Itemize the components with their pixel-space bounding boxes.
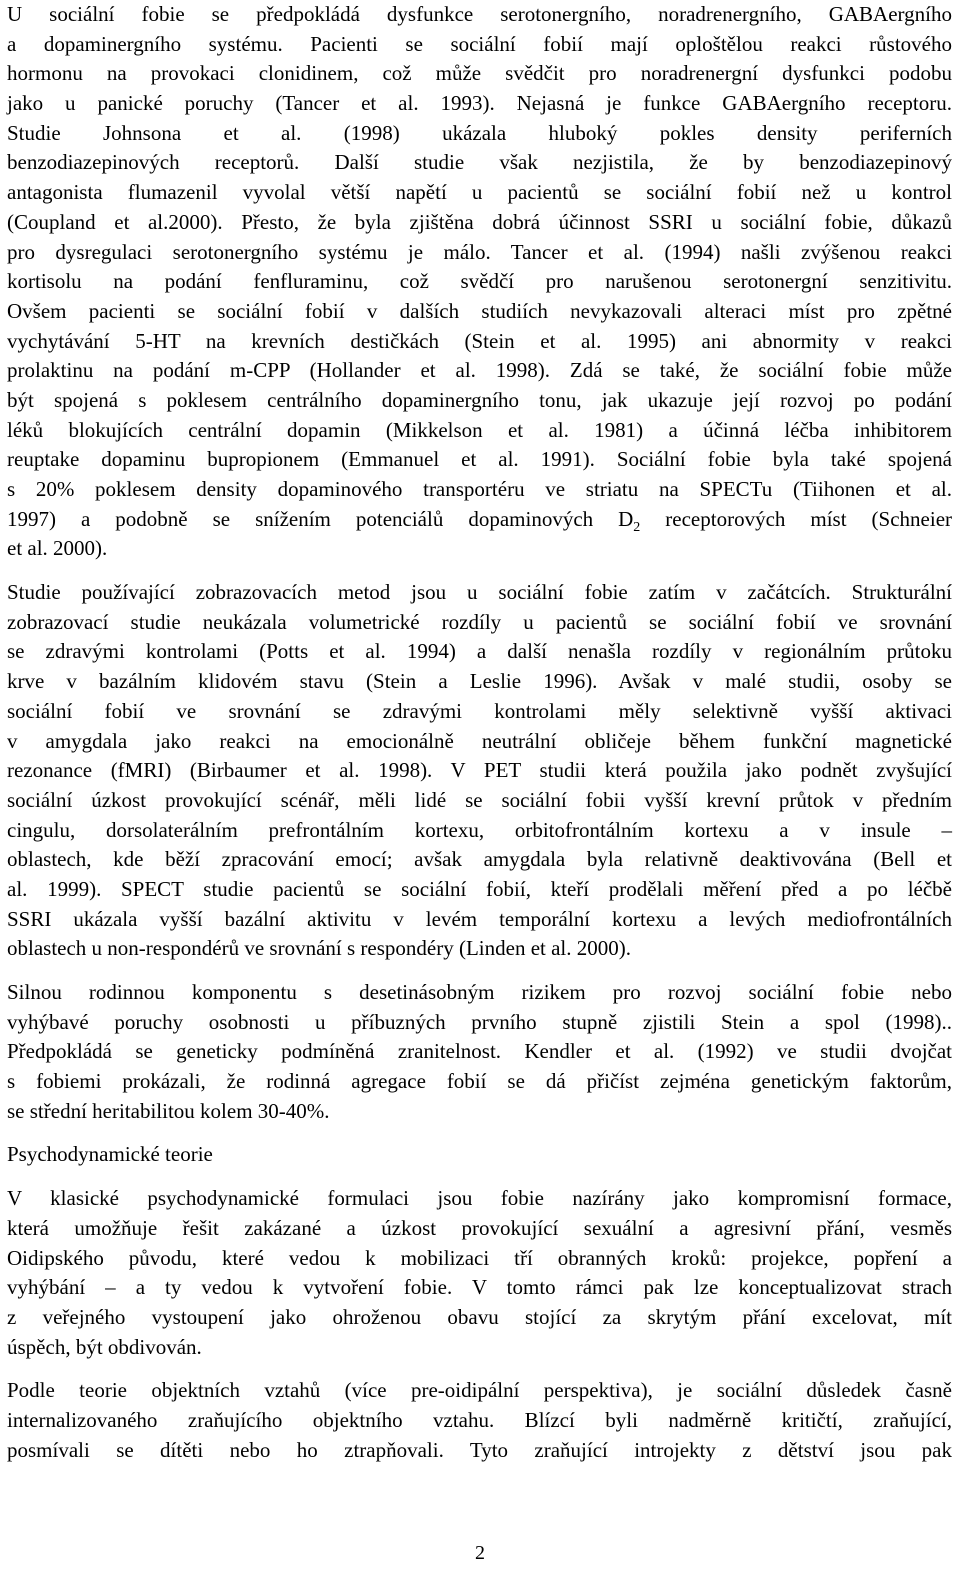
text-line: oblastech u non-respondérů ve srovnání s respondéry (Linden et al. 2000). <box>7 936 631 961</box>
text-line: sociální úzkost provokující scénář, měli lidé se sociální fobii vyšší krevní průtok v předním <box>7 787 952 812</box>
text-line: s fobiemi prokázali, že rodinná agregace fobií se dá přičíst zejména genetickým faktorům, <box>7 1069 952 1094</box>
paragraph-neurotransmitters <box>7 0 952 564</box>
text-line: hormonu na provokaci clonidinem, což může svědčit pro noradrenergní dysfunkci podobu <box>7 61 952 86</box>
text-line: SSRI ukázala vyšší bazální aktivitu v levém temporální kortexu a levých mediofrontálních <box>7 906 952 931</box>
text-fragment: receptorových míst (Schneier <box>665 506 953 531</box>
text-line: Předpokládá se geneticky podmíněná zranitelnost. Kendler et al. (1992) ve studii dvojčat <box>7 1039 952 1064</box>
text-line: a dopaminergního systému. Pacienti se sociální fobií mají oploštělou reakci růstového <box>7 31 952 56</box>
text-line: léků blokujících centrální dopamin (Mikkelson et al. 1981) a účinná léčba inhibitorem <box>7 417 952 442</box>
text-line: která umožňuje řešit zakázané a úzkost provokující sexuální a agresivní přání, vesměs <box>7 1215 952 1240</box>
text-line: kortisolu na podání fenfluraminu, což svědčí pro narušenou serotonergní senzitivitu. <box>7 269 952 294</box>
text-line: et al. 2000). <box>7 536 108 561</box>
text-line: (Coupland et al.2000). Přesto, že byla zjištěna dobrá účinnost SSRI u sociální fobie, důkazů <box>7 209 952 234</box>
paragraph-imaging <box>7 578 952 964</box>
text-line: pro dysregulaci serotonergního systému je málo. Tancer et al. (1994) našli zvýšenou reakci <box>7 239 952 264</box>
page-number: 2 <box>475 1542 485 1564</box>
text-line: Studie používající zobrazovacích metod jsou u sociální fobie zatím v začátcích. Strukturální <box>7 580 952 605</box>
subscript: 2 <box>633 519 641 535</box>
text-line: vyhýbání – a ty vedou k vytvoření fobie. V tomto rámci pak lze konceptualizovat strach <box>7 1275 952 1300</box>
text-line: úspěch, být obdivován. <box>7 1334 202 1359</box>
text-line: antagonista flumazenil vyvolal větší napětí u pacientů se sociální fobií než u kontrol <box>7 180 952 205</box>
text-line: Silnou rodinnou komponentu s desetinásobným rizikem pro rozvoj sociální fobie nebo <box>7 980 952 1004</box>
text-line: prolaktinu na podání m-CPP (Hollander et al. 1998). Zdá se také, že sociální fobie může <box>7 358 952 383</box>
text-line: benzodiazepinových receptorů. Další studie však nezjistila, že by benzodiazepinový <box>7 150 952 175</box>
text-line: Studie Johnsona et al. (1998) ukázala hluboký pokles density periferních <box>7 120 952 145</box>
text-line: zobrazovací studie neukázala volumetrické rozdíly u pacientů se sociální fobií ve srovnání <box>7 609 952 634</box>
text-line: krve v bazálním klidovém stavu (Stein a Leslie 1996). Avšak v malé studii, osoby se <box>7 669 952 694</box>
paragraph-psychodynamic <box>7 1184 952 1362</box>
text-line: v amygdala jako reakci na emocionálně neutrální obličeje během funkční magnetické <box>7 728 952 753</box>
text-line: reuptake dopaminu bupropionem (Emmanuel et al. 1991). Sociální fobie byla také spojená <box>7 447 952 472</box>
paragraph-genetics <box>7 978 952 1126</box>
section-heading <box>7 1140 952 1170</box>
text-line: Ovšem pacienti se sociální fobií v dalších studiích nevykazovali alteraci míst pro zpětné <box>7 298 952 323</box>
text-line: posmívali se dítěti nebo ho ztrapňovali. Tyto zraňující introjekty z dětství jsou pak <box>7 1437 952 1462</box>
text-line: Oidipského původu, které vedou k mobilizaci tří obranných kroků: projekce, popření a <box>7 1245 952 1270</box>
text-line: al. 1999). SPECT studie pacientů se sociální fobií, kteří prodělali měření před a po léčbě <box>7 876 952 901</box>
text-fragment: 1997) a podobně se snížením potenciálů dopaminových D <box>7 506 634 531</box>
text-line: V klasické psychodynamické formulaci jsou fobie nazírány jako kompromisní formace, <box>7 1186 952 1211</box>
text-line: se střední heritabilitou kolem 30-40%. <box>7 1098 330 1123</box>
text-line: z veřejného vystoupení jako ohroženou obavu stojící za skrytým přání excelovat, mít <box>7 1304 952 1329</box>
text-line: vyhýbavé poruchy osobnosti u příbuzných prvního stupně zjistili Stein a spol (1998).. <box>7 1009 952 1034</box>
text-line: se zdravými kontrolami (Potts et al. 1994) a další nenašla rozdíly v regionálním průtoku <box>7 639 952 664</box>
text-line: sociální fobií ve srovnání se zdravými kontrolami měly selektivně vyšší aktivaci <box>7 698 952 723</box>
text-line: U sociální fobie se předpokládá dysfunkce serotonergního, noradrenergního, GABAergního <box>7 2 952 26</box>
text-line: s 20% poklesem density dopaminového transportéru ve striatu na SPECTu (Tiihonen et al. <box>7 477 952 501</box>
text-line: jako u panické poruchy (Tancer et al. 1993). Nejasná je funkce GABAergního receptoru. <box>7 91 952 116</box>
text-line: cingulu, dorsolaterálním prefrontálním kortexu, orbitofrontálním kortexu a v insule – <box>7 817 952 842</box>
text-line: oblastech, kde běží zpracování emocí; avšak amygdala byla relativně deaktivována (Bell et <box>7 847 952 872</box>
document-page <box>7 0 952 1479</box>
text-line-with-subscript <box>7 505 952 535</box>
text-line: Podle teorie objektních vztahů (více pre-oidipální perspektiva), je sociální důsledek časně <box>7 1378 952 1403</box>
text-line: rezonance (fMRI) (Birbaumer et al. 1998). V PET studii která použila jako podnět zvyšující <box>7 758 952 783</box>
text-line: být spojená s poklesem centrálního dopaminergního tonu, jak ukazuje její rozvoj po podání <box>7 387 952 412</box>
text-line: vychytávání 5-HT na krevních destičkách (Stein et al. 1995) ani abnormity v reakci <box>7 328 952 353</box>
heading-text: Psychodynamické teorie <box>7 1142 213 1167</box>
text-line: internalizovaného zraňujícího objektního vztahu. Blízcí byli nadměrně kritičtí, zraňující, <box>7 1407 952 1432</box>
paragraph-object-relations <box>7 1376 952 1465</box>
